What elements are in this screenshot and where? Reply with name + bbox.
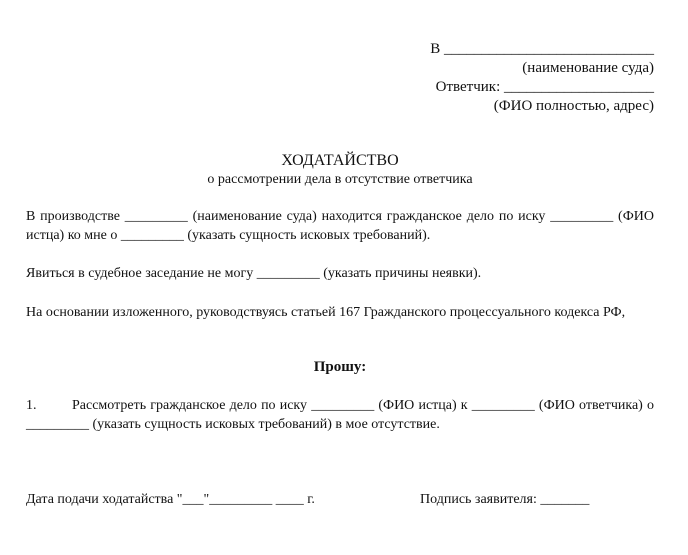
addressee-block — [430, 40, 654, 116]
defendant-hint: (ФИО полностью, адрес) — [493, 98, 654, 114]
document-subtitle: о рассмотрении дела в отсутствие ответчика — [207, 172, 473, 187]
submission-date-line: Дата подачи ходатайства "___"_________ ____ г. — [26, 492, 315, 507]
court-hint: (наименование суда) — [522, 60, 654, 76]
court-line: В ____________________________ — [430, 41, 654, 57]
signature-line: Подпись заявителя: _______ — [420, 492, 590, 507]
request-item-number: 1. — [26, 398, 37, 413]
request-item-text: Рассмотреть гражданское дело по иску _________ (ФИО истца) к _________ (ФИО ответчика) о _________ (указать сущность исковых требований) в мое отсутствие. — [26, 398, 654, 432]
document-title: ХОДАТАЙСТВО — [281, 152, 399, 169]
defendant-line: Ответчик: ____________________ — [435, 79, 654, 95]
document-title-block — [0, 151, 680, 189]
paragraph-legal-basis: На основании изложенного, руководствуясь статьей 167 Гражданского процессуального кодекса РФ, — [26, 305, 626, 320]
request-item — [26, 396, 654, 434]
paragraph-absence-reason: Явиться в судебное заседание не могу _________ (указать причины неявки). — [26, 266, 482, 281]
paragraph-proceedings: В производстве _________ (наименование суда) находится гражданское дело по иску _________ (ФИО истца) ко мне о _________ (указать сущность исковых требований). — [26, 209, 654, 243]
request-heading: Прошу: — [313, 359, 367, 375]
